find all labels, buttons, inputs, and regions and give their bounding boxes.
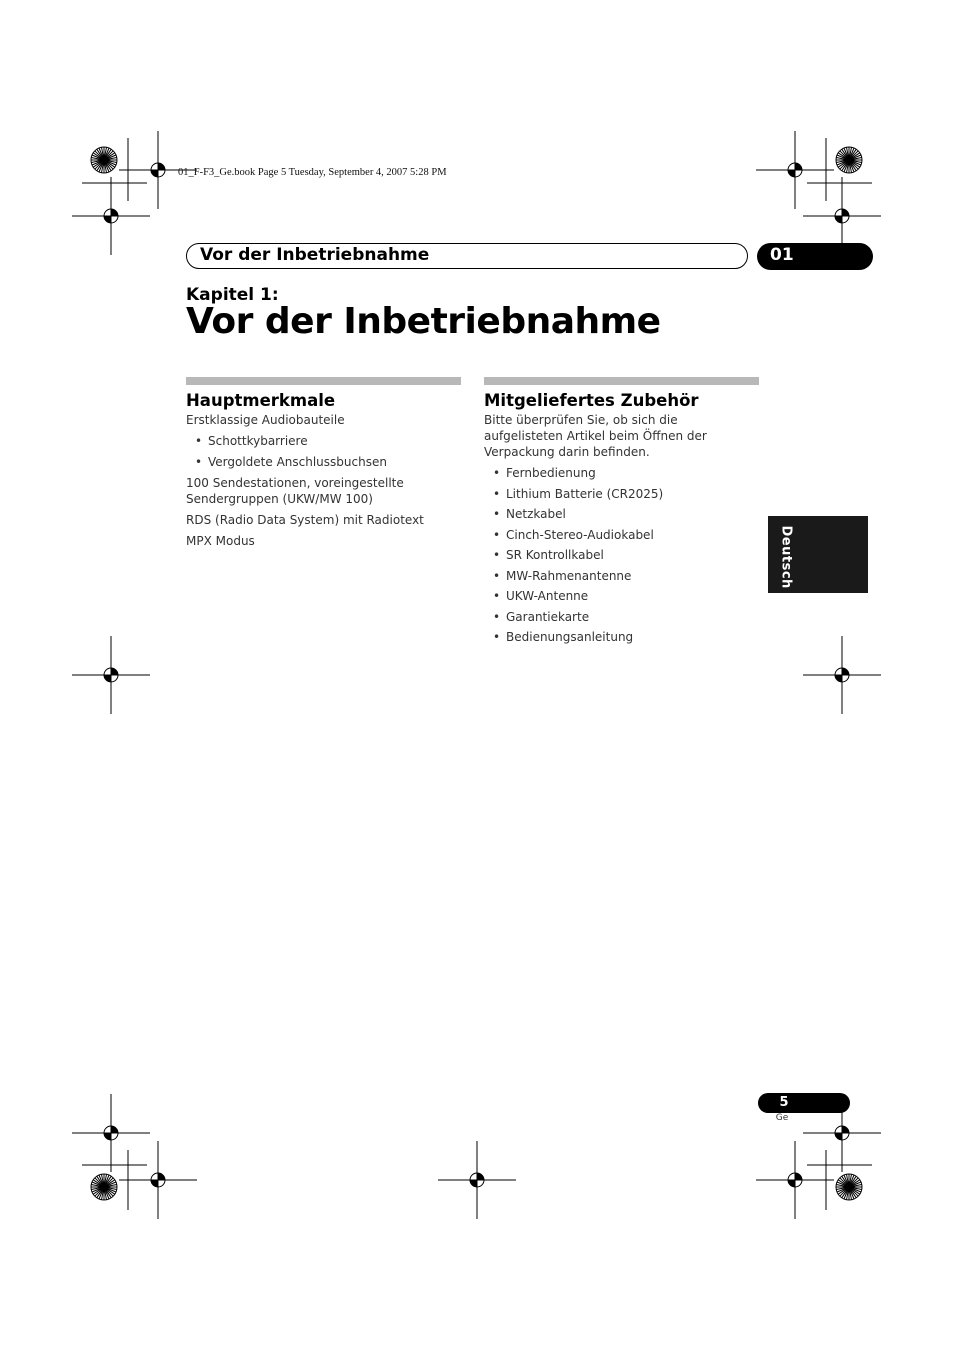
page-number: 5 (779, 1095, 789, 1110)
list-item: • UKW-Antenne (493, 589, 589, 603)
language-tab-label: Deutsch (778, 525, 794, 589)
section-heading: Hauptmerkmale (186, 391, 336, 410)
language-code: Ge (775, 1113, 789, 1123)
feature-paragraph: RDS (Radio Data System) mit Radiotext (186, 512, 424, 527)
list-item: • Netzkabel (493, 507, 566, 521)
section-rule (186, 377, 461, 385)
list-item: • SR Kontrollkabel (493, 548, 604, 562)
header-title: Vor der Inbetriebnahme (200, 245, 430, 265)
list-item: • Bedienungsanleitung (493, 630, 634, 644)
section-heading: Mitgeliefertes Zubehör (484, 391, 699, 410)
chapter-number: 01 (770, 245, 794, 265)
list-item: • Schottkybarriere (195, 434, 308, 448)
section-rule (484, 377, 759, 385)
intro-text: Bitte überprüfen Sie, ob sich die aufgelisteten Artikel beim Öffnen der Verpackung darin befinden. (484, 413, 707, 459)
accessory-list (484, 465, 759, 645)
list-item: • Cinch-Stereo-Audiokabel (493, 527, 654, 542)
list-item: • Fernbedienung (493, 466, 596, 480)
list-item: • Lithium Batterie (CR2025) (493, 486, 664, 501)
feature-paragraph: 100 Sendestationen, voreingestellte Sendergruppen (UKW/MW 100) (186, 475, 404, 506)
list-item: • Garantiekarte (493, 609, 590, 624)
chapter-label: Kapitel 1: (186, 285, 279, 305)
list-item: • Vergoldete Anschlussbuchsen (195, 454, 387, 469)
feature-list (186, 433, 461, 470)
section-hauptmerkmale (186, 377, 461, 554)
section-zubehoer (484, 377, 759, 650)
print-slug: 01_F-F3_Ge.book Page 5 Tuesday, September 4, 2007 5:28 PM (178, 167, 447, 178)
list-item: • MW-Rahmenantenne (493, 568, 632, 583)
page-title: Vor der Inbetriebnahme (186, 301, 661, 342)
feature-paragraph: MPX Modus (186, 533, 255, 548)
intro-text: Erstklassige Audiobauteile (186, 413, 345, 427)
